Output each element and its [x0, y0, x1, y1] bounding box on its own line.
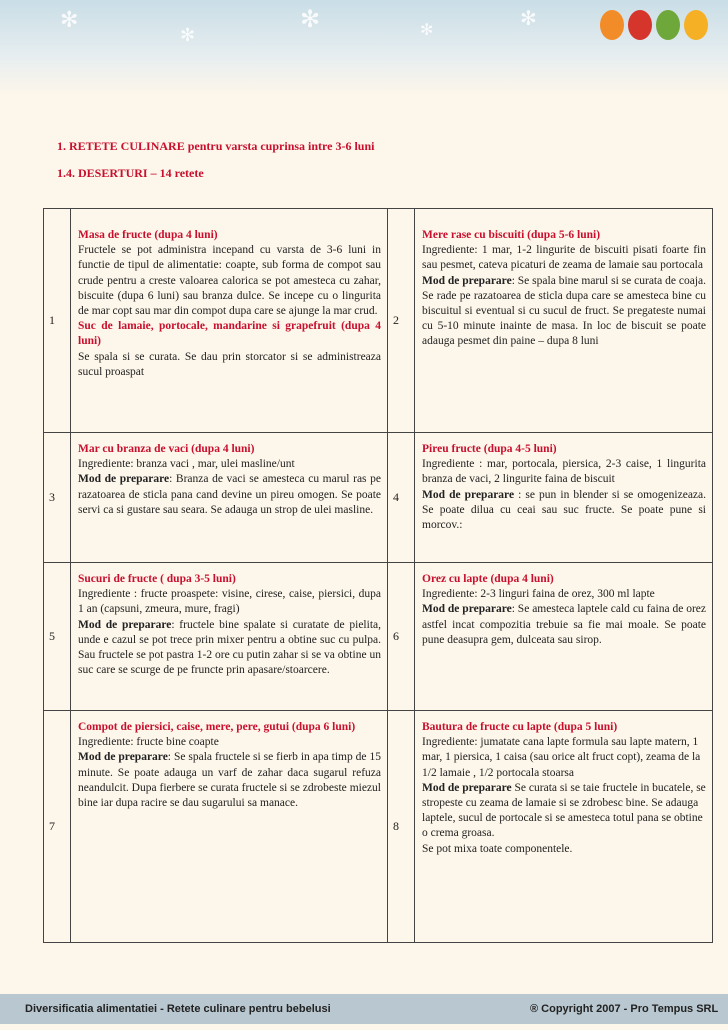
recipe-cell — [415, 433, 713, 563]
snowflake-icon: ✻ — [180, 25, 196, 46]
recipe-ingredients: Ingrediente: branza vaci , mar, ulei masline/unt — [78, 458, 295, 471]
preparation-label: Mod de preparare — [422, 488, 515, 501]
recipe-number: 4 — [388, 433, 415, 563]
recipe-ingredients: Ingrediente: 1 mar, 1-2 lingurite de biscuiti pisati foarte fin sau pesmet, cateva picaturi de zeama de lamaie sau portocala — [422, 244, 706, 272]
recipe-body: Fructele se pot administra incepand cu varsta de 3-6 luni in functie de tipul de alimentatie: coapte, sub forma de compot sau crude pentru a creste valoarea calorica se pot amesteca cu zahar, biscuite (dupa 6 luni) sau branza dulce. Se incepe cu o lingurita de mar copt sau mar din compot dupa care se ajunge la mar crud. — [78, 244, 381, 318]
carrot-icon — [600, 10, 624, 40]
recipe-number: 3 — [44, 433, 71, 563]
recipe-cell — [71, 711, 388, 943]
section-subtitle: 1.4. DESERTURI – 14 retete — [57, 166, 204, 180]
preparation-text: : fructele bine spalate si curatate de pielita, unde e cazul se pot trece prin mixer pentru a obtine suc cu pulpa. Sau fructele se pot pastra 1-2 ore cu putin zahar si se va obtine un suc care se scurge de pe fruncte prin apasare/stoarcere. — [78, 618, 381, 677]
pepper-icon — [656, 10, 680, 40]
recipe-title: Masa de fructe (dupa 4 luni) — [78, 229, 218, 241]
recipe-title: Mere rase cu biscuiti (dupa 5-6 luni) — [422, 229, 601, 241]
recipe-preparation — [78, 618, 381, 679]
table-row — [44, 563, 713, 711]
recipe-title: Bautura de fructe cu lapte (dupa 5 luni) — [422, 721, 618, 733]
table-row — [44, 209, 713, 433]
preparation-text: : Branza de vaci se amesteca cu marul ras pe razatoarea de sticla pana cand devine un pireu omogen. Se poate servi ca si gustare sau seara. Se adauga un strop de ulei masline. — [78, 473, 381, 516]
recipe-title: Pireu fructe (dupa 4-5 luni) — [422, 443, 557, 455]
snowflake-icon: ✻ — [520, 6, 537, 30]
recipe-title: Orez cu lapte (dupa 4 luni) — [422, 573, 554, 585]
preparation-label: Mod de preparare — [78, 473, 170, 486]
recipe-number: 1 — [44, 209, 71, 433]
recipe-preparation — [422, 488, 706, 534]
recipe-title: Compot de piersici, caise, mere, pere, gutui (dupa 6 luni) — [78, 721, 356, 733]
preparation-text: : se pun in blender si se omogenizeaza. Se poate dilua cu ceai sau suc fructe. Se poate pune si morcov.: — [422, 488, 707, 532]
recipes-table — [43, 208, 713, 943]
preparation-label: Mod de preparare — [422, 781, 512, 794]
preparation-label: Mod de preparare — [422, 603, 512, 616]
recipe-cell — [415, 563, 713, 711]
recipe-note: Se pot mixa toate componentele. — [422, 842, 573, 855]
decorative-header-band — [0, 0, 728, 95]
preparation-label: Mod de preparare — [422, 274, 512, 287]
recipe-number: 8 — [388, 711, 415, 943]
recipe-cell — [71, 433, 388, 563]
recipe-body: Se spala si se curata. Se dau prin storcator si se administreaza sucul proaspat — [78, 350, 381, 378]
recipe-number: 7 — [44, 711, 71, 943]
recipe-ingredients: Ingrediente: jumatate cana lapte formula sau lapte matern, 1 mar, 1 piersica, 1 caisa (sau orice alt fruct copt), zeama de la 1/2 lamaie , 1/2 portocala stoarsa — [422, 736, 701, 779]
recipe-number: 5 — [44, 563, 71, 711]
footer-copyright: ® Copyright 2007 - Pro Tempus SRL — [530, 1003, 719, 1015]
recipe-cell — [71, 563, 388, 711]
recipe-number: 2 — [388, 209, 415, 433]
recipe-preparation — [422, 274, 706, 350]
table-row — [44, 711, 713, 943]
recipe-preparation — [78, 750, 381, 811]
preparation-text: : Se amesteca laptele cald cu faina de orez astfel incat compozitia trebuie sa fie mai moale. Se poate pune deasupra gem, dulceata sau sirop. — [422, 603, 706, 646]
orange-icon — [684, 10, 708, 40]
preparation-text: : Se spala bine marul si se curata de coaja. Se rade pe razatoarea de sticla dupa care se amesteca bine cu biscuitul si eventual si cu sucul de fruct. Se pregateste numai cu 5-10 minute inainte de masa. In loc de biscuit se poate adauga pesmet din paine – dupa 8 luni — [422, 274, 706, 348]
recipe-title: Mar cu branza de vaci (dupa 4 luni) — [78, 443, 255, 455]
recipe-number: 6 — [388, 563, 415, 711]
recipe-cell — [415, 711, 713, 943]
recipe-ingredients: Ingrediente: fructe bine coapte — [78, 736, 219, 749]
recipe-cell — [415, 209, 713, 433]
preparation-label: Mod de preparare — [78, 618, 172, 631]
snowflake-icon: ✻ — [420, 20, 434, 39]
snowflake-icon: ✻ — [300, 5, 321, 33]
recipe-cell — [71, 209, 388, 433]
recipe-title: Sucuri de fructe ( dupa 3-5 luni) — [78, 573, 236, 585]
section-title: 1. RETETE CULINARE pentru varsta cuprinsa intre 3-6 luni — [57, 139, 375, 153]
recipe-preparation — [78, 472, 381, 518]
recipe-preparation — [422, 781, 706, 842]
footer-title: Diversificatia alimentatiei - Retete culinare pentru bebelusi — [25, 1003, 331, 1015]
tomato-icon — [628, 10, 652, 40]
recipe-ingredients: Ingrediente : fructe proaspete: visine, cirese, caise, piersici, dupa 1 an (capsuni, zmeura, mure, fragi) — [78, 588, 381, 616]
preparation-text: Se curata si se taie fructele in bucatele, se stropeste cu zeama de lamaie si se zdrobesc bine. Se adauga laptele, sucul de portocale si se amesteca totul pana se obtine o crema groasa. — [422, 781, 706, 840]
preparation-text: : Se spala fructele si se fierb in apa timp de 15 minute. Se poate adauga un varf de zahar daca sugarul refuza neandulcit. Dupa fierbere se curata fructele si se zdrobeste miezul bine iar dupa racire se dau sugarului sa manace. — [78, 751, 381, 810]
recipe-preparation — [422, 602, 706, 648]
recipe-ingredients: Ingrediente: 2-3 linguri faina de orez, 300 ml lapte — [422, 588, 655, 601]
table-row — [44, 433, 713, 563]
snowflake-icon: ✻ — [60, 8, 79, 33]
recipe-title: Suc de lamaie, portocale, mandarine si grapefruit (dupa 4 luni) — [78, 320, 381, 348]
preparation-label: Mod de preparare — [78, 751, 168, 764]
recipe-ingredients: Ingrediente : mar, portocala, piersica, 2-3 caise, 1 lingurita branza de vaci, 2 lingurite faina de biscuit — [422, 458, 706, 486]
